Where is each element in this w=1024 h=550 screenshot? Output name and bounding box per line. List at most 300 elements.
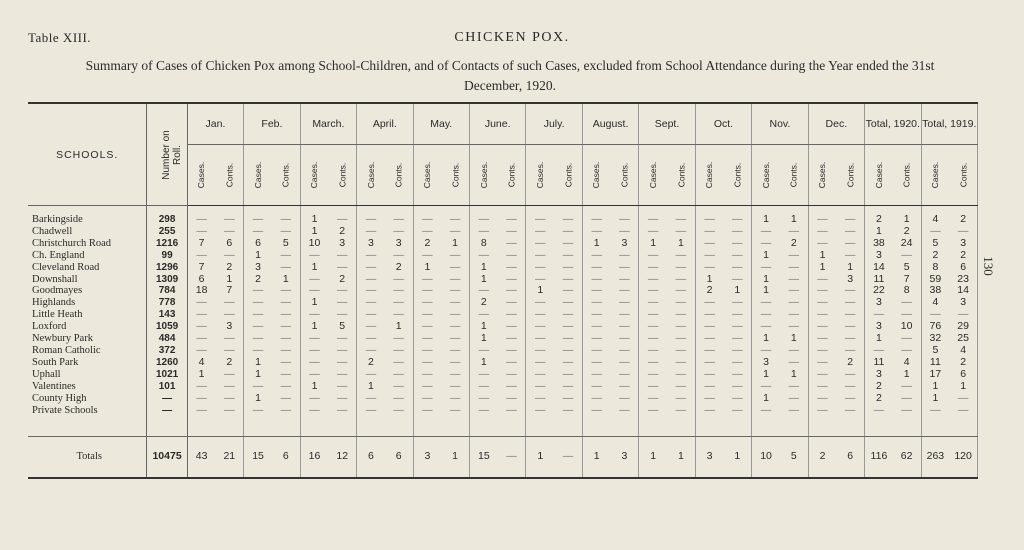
cases-cell: 1 — [311, 321, 318, 333]
cases-cell: — — [535, 297, 546, 309]
cases-cell: — — [591, 344, 602, 356]
contacts-cell: — — [385, 226, 413, 238]
number-on-roll: 484 — [147, 333, 187, 345]
contacts-cell: — — [836, 226, 864, 238]
school-name: Loxford — [28, 321, 147, 333]
contacts-cell: — — [328, 250, 356, 262]
cases-cell: — — [760, 261, 772, 273]
contacts-cell: — — [667, 309, 695, 321]
cases-subheader — [300, 145, 328, 206]
contacts-cell: — — [554, 381, 582, 393]
cases-cell: — — [422, 344, 433, 356]
contacts-cell: — — [328, 381, 356, 393]
cases-cell: — — [760, 297, 772, 309]
contacts-cell: — — [328, 393, 356, 405]
contacts-cell: — — [723, 262, 751, 274]
contacts-cell: — — [498, 285, 526, 297]
contacts-cell: — — [272, 206, 300, 226]
cases-cell: — — [817, 380, 828, 392]
cases-cell: — — [535, 368, 546, 380]
cases-cell: — — [535, 392, 546, 404]
cases-cell: 1 — [311, 297, 318, 309]
table-row — [28, 405, 978, 417]
cases-cell: — — [422, 309, 433, 321]
contacts-cell: — — [723, 405, 751, 417]
contacts-cell: — — [667, 321, 695, 333]
contacts-cell: 6 — [836, 437, 864, 479]
spacer-cell — [28, 416, 147, 437]
cases-cell: — — [422, 380, 433, 392]
month-header: Dec. — [808, 103, 864, 145]
contacts-cell: 3 — [949, 297, 977, 309]
contacts-cell: — — [385, 357, 413, 369]
contacts-cell: — — [215, 226, 243, 238]
cases-cell: — — [535, 380, 546, 392]
table-row — [28, 345, 978, 357]
cases-cell: — — [704, 333, 715, 345]
cases-cell: 10 — [752, 437, 780, 479]
cases-cell: — — [365, 404, 377, 416]
cases-subheader — [413, 145, 441, 206]
cases-cell: — — [535, 261, 546, 273]
cases-cell: 1 — [763, 273, 769, 285]
spacer-cell — [808, 416, 836, 437]
cases-cell: — — [591, 392, 602, 404]
cases-cell: 14 — [873, 261, 885, 273]
contacts-cell: — — [723, 345, 751, 357]
contacts-cell: — — [611, 262, 639, 274]
cases-cell: — — [817, 309, 828, 321]
contacts-cell: — — [328, 369, 356, 381]
contacts-cell: — — [441, 297, 469, 309]
cases-cell: 1 — [593, 237, 600, 249]
cases-cell: 1 — [480, 261, 487, 273]
contacts-cell: 62 — [893, 437, 921, 479]
cases-cell: — — [365, 392, 377, 404]
spacer-cell — [639, 416, 667, 437]
month-header: Total, 1920. — [865, 103, 921, 145]
cases-cell: 3 — [876, 297, 882, 309]
cases-cell: — — [591, 333, 602, 345]
contacts-cell: — — [554, 309, 582, 321]
contacts-cell: 2 — [949, 357, 977, 369]
spacer-cell — [469, 416, 497, 437]
chicken-pox-table — [28, 102, 978, 479]
cases-cell: 38 — [873, 237, 885, 249]
contacts-cell: — — [272, 345, 300, 357]
contacts-cell: 6 — [949, 262, 977, 274]
cases-cell: — — [647, 404, 659, 416]
contacts-cell: — — [780, 297, 808, 309]
cases-cell: 11 — [873, 273, 885, 285]
contacts-cell: 1 — [949, 381, 977, 393]
contacts-cell: — — [498, 369, 526, 381]
school-name: Christchurch Road — [28, 238, 147, 250]
schools-header: SCHOOLS. — [28, 103, 147, 206]
cases-subheader — [469, 145, 497, 206]
cases-cell: — — [591, 249, 602, 261]
contacts-label: Conts. — [845, 162, 856, 188]
contacts-cell: — — [554, 369, 582, 381]
contacts-cell: — — [498, 321, 526, 333]
cases-label: Cases. — [817, 161, 828, 189]
contacts-cell: — — [836, 381, 864, 393]
contacts-cell: — — [723, 238, 751, 250]
cases-subheader — [921, 145, 949, 206]
cases-label: Cases. — [761, 161, 772, 189]
cases-cell: — — [647, 225, 659, 237]
cases-cell: — — [422, 404, 433, 416]
cases-cell: 2 — [876, 213, 882, 225]
spacer-cell — [611, 416, 639, 437]
cases-cell: — — [704, 392, 715, 404]
cases-cell: — — [647, 285, 659, 297]
contacts-cell: — — [893, 393, 921, 405]
cases-cell: — — [760, 404, 772, 416]
contacts-cell: 2 — [328, 274, 356, 286]
cases-cell: 2 — [808, 437, 836, 479]
contacts-subheader — [723, 145, 751, 206]
contacts-cell: — — [723, 393, 751, 405]
cases-cell: — — [478, 380, 490, 392]
cases-cell: — — [817, 368, 828, 380]
month-header: Jan. — [187, 103, 243, 145]
contacts-cell: 3 — [385, 238, 413, 250]
contacts-cell: — — [893, 309, 921, 321]
cases-cell: 3 — [763, 356, 769, 368]
contacts-cell: 1 — [893, 206, 921, 226]
contacts-cell: — — [611, 274, 639, 286]
cases-cell: — — [591, 356, 602, 368]
contacts-cell: — — [498, 238, 526, 250]
cases-cell: — — [647, 213, 659, 225]
contacts-cell: 1 — [272, 274, 300, 286]
cases-cell: — — [478, 249, 490, 261]
contacts-subheader — [949, 145, 977, 206]
contacts-cell: 12 — [328, 437, 356, 479]
contacts-cell: 1 — [836, 262, 864, 274]
contacts-cell: — — [667, 369, 695, 381]
contacts-cell: — — [949, 405, 977, 417]
contacts-cell: — — [328, 262, 356, 274]
contacts-cell: — — [723, 369, 751, 381]
contacts-subheader — [836, 145, 864, 206]
school-name: Downshall — [28, 274, 147, 286]
school-name: County High — [28, 393, 147, 405]
table-row — [28, 226, 978, 238]
spacer-cell — [554, 416, 582, 437]
contacts-label: Conts. — [562, 162, 573, 188]
cases-cell: — — [309, 404, 320, 416]
cases-cell: — — [365, 344, 377, 356]
number-on-roll: 143 — [147, 309, 187, 321]
cases-subheader — [244, 145, 272, 206]
contacts-subheader — [215, 145, 243, 206]
spacer-cell — [300, 416, 328, 437]
cases-cell: — — [535, 213, 546, 225]
cases-cell: — — [478, 213, 490, 225]
contacts-cell: 2 — [215, 357, 243, 369]
cases-cell: — — [647, 344, 659, 356]
contacts-cell: 10 — [893, 321, 921, 333]
contacts-cell: — — [215, 206, 243, 226]
contacts-cell: 4 — [949, 345, 977, 357]
table-row — [28, 357, 978, 369]
cases-cell: — — [252, 225, 264, 237]
number-on-roll-label: Number on Roll. — [161, 129, 184, 180]
cases-cell: — — [196, 344, 207, 356]
contacts-label: Conts. — [280, 162, 291, 188]
contacts-label: Conts. — [788, 162, 799, 188]
cases-cell: — — [817, 404, 828, 416]
contacts-cell: 120 — [949, 437, 977, 479]
cases-cell: — — [760, 380, 772, 392]
contacts-cell: — — [611, 345, 639, 357]
table-row — [28, 333, 978, 345]
contacts-cell: — — [498, 274, 526, 286]
contacts-cell: — — [272, 309, 300, 321]
contacts-cell: — — [385, 381, 413, 393]
contacts-label: Conts. — [450, 162, 461, 188]
contacts-cell: 29 — [949, 321, 977, 333]
contacts-label: Conts. — [619, 162, 630, 188]
school-name: Cleveland Road — [28, 262, 147, 274]
contacts-cell: — — [385, 345, 413, 357]
cases-cell: — — [930, 225, 941, 237]
cases-label: Cases. — [704, 161, 715, 189]
contacts-cell: 3 — [611, 238, 639, 250]
cases-cell: 1 — [650, 237, 657, 249]
spacer-cell — [865, 416, 893, 437]
contacts-cell: — — [780, 250, 808, 262]
cases-cell: 3 — [876, 249, 882, 261]
contacts-subheader — [272, 145, 300, 206]
cases-label: Cases. — [873, 161, 884, 189]
contacts-cell: — — [780, 274, 808, 286]
contacts-cell: — — [893, 297, 921, 309]
number-on-roll: — — [147, 393, 187, 405]
cases-cell: 6 — [255, 237, 261, 249]
cases-cell: — — [422, 333, 433, 345]
contacts-subheader — [328, 145, 356, 206]
cases-subheader — [865, 145, 893, 206]
contacts-cell: — — [498, 206, 526, 226]
cases-cell: — — [478, 225, 490, 237]
cases-cell: — — [704, 297, 715, 309]
contacts-cell: — — [780, 357, 808, 369]
cases-cell: — — [704, 368, 715, 380]
cases-cell: 1 — [932, 380, 939, 392]
contacts-cell: 2 — [328, 226, 356, 238]
contacts-cell: — — [611, 250, 639, 262]
cases-cell: — — [647, 297, 659, 309]
cases-cell: — — [365, 225, 377, 237]
number-on-roll: 1059 — [147, 321, 187, 333]
cases-cell: — — [422, 225, 433, 237]
contacts-cell: — — [611, 309, 639, 321]
cases-cell: — — [252, 380, 264, 392]
contacts-cell: — — [272, 262, 300, 274]
month-header: July. — [526, 103, 582, 145]
cases-cell: 7 — [198, 261, 205, 273]
cases-subheader — [752, 145, 780, 206]
contacts-cell: 2 — [215, 262, 243, 274]
cases-cell: 6 — [357, 437, 385, 479]
cases-label: Cases. — [309, 161, 320, 189]
contacts-cell: — — [667, 393, 695, 405]
cases-cell: — — [704, 321, 715, 333]
cases-cell: — — [591, 261, 602, 273]
contacts-cell: — — [554, 206, 582, 226]
contacts-cell: — — [554, 405, 582, 417]
cases-cell: — — [817, 237, 828, 249]
contacts-cell: — — [780, 309, 808, 321]
cases-cell: — — [647, 333, 659, 345]
contacts-cell: — — [949, 226, 977, 238]
contacts-cell: — — [723, 357, 751, 369]
contacts-cell: — — [836, 309, 864, 321]
contacts-cell: 1 — [667, 238, 695, 250]
school-name: Newbury Park — [28, 333, 147, 345]
cases-cell: 1 — [763, 368, 769, 380]
contacts-cell: 3 — [328, 238, 356, 250]
cases-cell: — — [591, 285, 602, 297]
cases-cell: 1 — [311, 380, 318, 392]
contacts-cell: 1 — [780, 369, 808, 381]
cases-cell: — — [817, 225, 828, 237]
page-number: 130 — [981, 256, 996, 276]
contacts-cell: — — [328, 333, 356, 345]
cases-cell: — — [647, 321, 659, 333]
contacts-cell: — — [272, 381, 300, 393]
contacts-cell: — — [498, 250, 526, 262]
cases-cell: — — [535, 344, 546, 356]
cases-cell: — — [196, 321, 207, 333]
contacts-cell: — — [272, 285, 300, 297]
cases-cell: 2 — [368, 356, 374, 368]
contacts-cell: 1 — [385, 321, 413, 333]
cases-cell: — — [309, 249, 320, 261]
header-row-months — [28, 103, 978, 145]
cases-cell: 1 — [763, 213, 769, 225]
spacer-cell — [921, 416, 949, 437]
table-row — [28, 381, 978, 393]
cases-cell: 15 — [244, 437, 272, 479]
cases-cell: — — [478, 285, 490, 297]
contacts-cell: — — [328, 345, 356, 357]
contacts-cell: — — [272, 405, 300, 417]
school-name: Roman Catholic — [28, 345, 147, 357]
cases-cell: — — [535, 404, 546, 416]
cases-cell: — — [365, 261, 377, 273]
cases-cell: — — [647, 309, 659, 321]
contacts-cell: — — [441, 393, 469, 405]
cases-cell: — — [591, 404, 602, 416]
cases-cell: — — [309, 273, 320, 285]
spacer-cell — [328, 416, 356, 437]
contacts-cell: — — [385, 369, 413, 381]
contacts-cell: — — [554, 393, 582, 405]
table-row — [28, 309, 978, 321]
cases-cell: 1 — [424, 261, 431, 273]
cases-subheader — [582, 145, 610, 206]
contacts-cell: 24 — [893, 238, 921, 250]
number-on-roll: 372 — [147, 345, 187, 357]
contacts-cell: — — [498, 357, 526, 369]
contacts-cell: 1 — [780, 333, 808, 345]
contacts-cell: — — [667, 226, 695, 238]
cases-cell: — — [422, 285, 433, 297]
contacts-cell: — — [723, 250, 751, 262]
cases-label: Cases. — [196, 161, 207, 189]
cases-cell: 3 — [876, 321, 882, 333]
contacts-cell: — — [441, 405, 469, 417]
contacts-cell: — — [780, 285, 808, 297]
cases-cell: 1 — [582, 437, 610, 479]
contacts-cell: — — [385, 333, 413, 345]
cases-cell: 76 — [929, 321, 942, 333]
contacts-cell: 6 — [949, 369, 977, 381]
cases-cell: — — [535, 225, 546, 237]
cases-cell: 17 — [929, 368, 942, 380]
contacts-cell: — — [836, 297, 864, 309]
contacts-cell: 21 — [215, 437, 243, 479]
cases-cell: — — [647, 249, 659, 261]
contacts-cell: 2 — [949, 206, 977, 226]
spacer-cell — [582, 416, 610, 437]
contacts-cell: 25 — [949, 333, 977, 345]
contacts-cell: 3 — [215, 321, 243, 333]
contacts-cell: — — [441, 345, 469, 357]
cases-label: Cases. — [478, 161, 489, 189]
cases-cell: 15 — [469, 437, 497, 479]
contacts-cell: — — [836, 393, 864, 405]
table-row — [28, 262, 978, 274]
contacts-cell: — — [836, 369, 864, 381]
cases-label: Cases. — [365, 161, 376, 189]
contacts-cell: — — [215, 250, 243, 262]
contacts-cell: — — [215, 333, 243, 345]
cases-subheader — [639, 145, 667, 206]
contacts-cell: — — [272, 226, 300, 238]
cases-cell: — — [647, 261, 659, 273]
cases-cell: 7 — [198, 237, 205, 249]
contacts-cell: — — [667, 285, 695, 297]
cases-cell: — — [535, 356, 546, 368]
cases-cell: 43 — [187, 437, 215, 479]
cases-cell: 2 — [876, 392, 882, 404]
month-header: May. — [413, 103, 469, 145]
contacts-cell: — — [215, 345, 243, 357]
spacer-cell — [836, 416, 864, 437]
table-body — [28, 206, 978, 479]
contacts-cell: — — [611, 393, 639, 405]
cases-cell: 8 — [932, 261, 939, 273]
contacts-cell: — — [893, 333, 921, 345]
contacts-cell: — — [385, 285, 413, 297]
contacts-cell: — — [441, 250, 469, 262]
contacts-cell: — — [328, 206, 356, 226]
contacts-label: Conts. — [337, 162, 348, 188]
contacts-cell: — — [385, 309, 413, 321]
number-on-roll: 255 — [147, 226, 187, 238]
contacts-cell: — — [836, 285, 864, 297]
cases-cell: — — [591, 213, 602, 225]
contacts-cell: 7 — [893, 274, 921, 286]
table-row — [28, 285, 978, 297]
contacts-cell: — — [498, 297, 526, 309]
table-row — [28, 250, 978, 262]
